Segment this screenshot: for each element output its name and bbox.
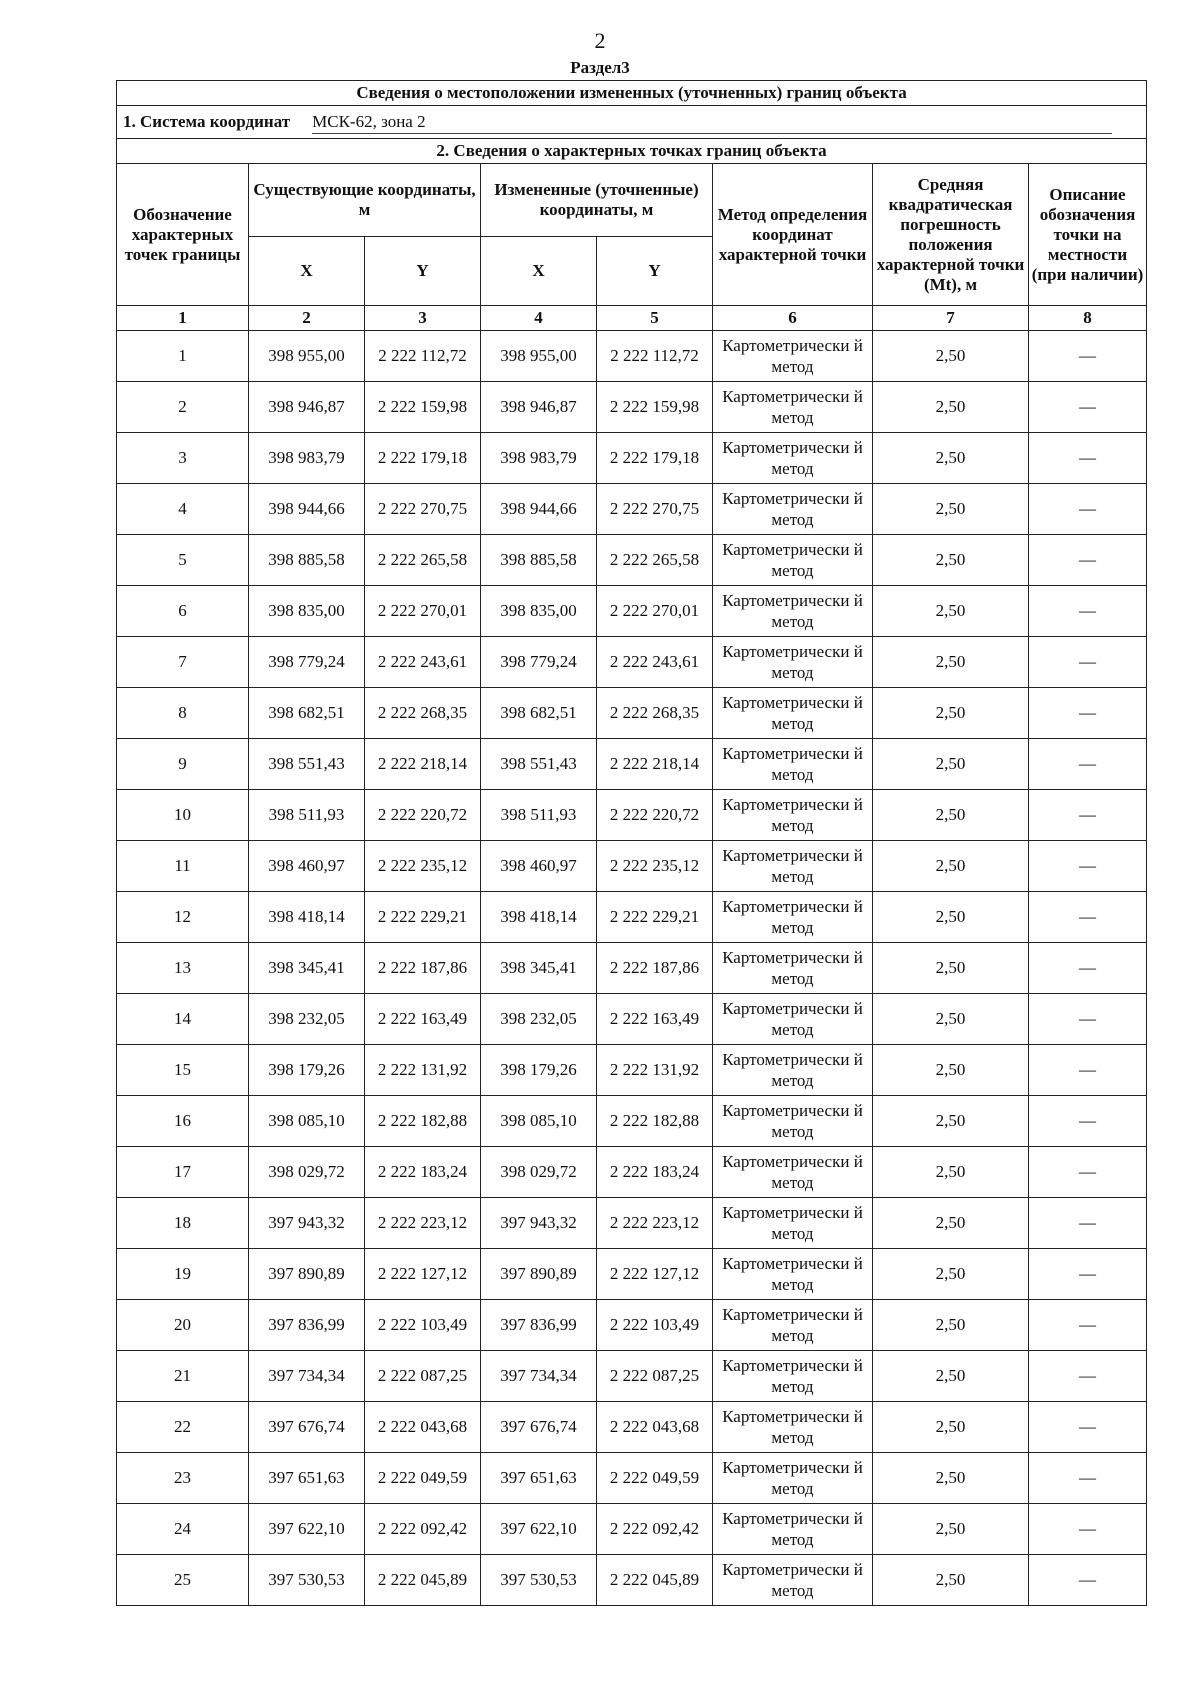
description-value: — <box>1029 994 1147 1045</box>
point-number: 21 <box>117 1351 249 1402</box>
existing-x-value: 397 676,74 <box>249 1402 365 1453</box>
column-number-row <box>117 306 1147 331</box>
method-value: Картометрически й метод <box>713 1402 873 1453</box>
existing-x-value: 397 651,63 <box>249 1453 365 1504</box>
changed-y-value: 2 222 229,21 <box>597 892 713 943</box>
table-row <box>117 1249 1147 1300</box>
description-value: — <box>1029 688 1147 739</box>
changed-y-value: 2 222 223,12 <box>597 1198 713 1249</box>
error-value: 2,50 <box>873 1555 1029 1606</box>
coord-system-row <box>117 106 1147 139</box>
existing-y-value: 2 222 179,18 <box>365 433 481 484</box>
changed-y-value: 2 222 087,25 <box>597 1351 713 1402</box>
existing-y-value: 2 222 043,68 <box>365 1402 481 1453</box>
description-value: — <box>1029 1096 1147 1147</box>
header-existing-x: X <box>249 237 365 306</box>
existing-x-value: 398 551,43 <box>249 739 365 790</box>
existing-y-value: 2 222 103,49 <box>365 1300 481 1351</box>
error-value: 2,50 <box>873 841 1029 892</box>
point-number: 12 <box>117 892 249 943</box>
changed-x-value: 398 232,05 <box>481 994 597 1045</box>
existing-x-value: 398 779,24 <box>249 637 365 688</box>
method-value: Картометрически й метод <box>713 586 873 637</box>
changed-y-value: 2 222 163,49 <box>597 994 713 1045</box>
changed-y-value: 2 222 268,35 <box>597 688 713 739</box>
changed-y-value: 2 222 270,75 <box>597 484 713 535</box>
error-value: 2,50 <box>873 739 1029 790</box>
table-row <box>117 382 1147 433</box>
header-row-1 <box>117 164 1147 237</box>
existing-x-value: 398 418,14 <box>249 892 365 943</box>
method-value: Картометрически й метод <box>713 1555 873 1606</box>
method-value: Картометрически й метод <box>713 331 873 382</box>
method-value: Картометрически й метод <box>713 841 873 892</box>
existing-y-value: 2 222 087,25 <box>365 1351 481 1402</box>
table-row <box>117 739 1147 790</box>
point-number: 22 <box>117 1402 249 1453</box>
header-designation: Обозначение характерных точек границы <box>117 164 249 306</box>
changed-x-value: 397 836,99 <box>481 1300 597 1351</box>
description-value: — <box>1029 1453 1147 1504</box>
changed-x-value: 397 890,89 <box>481 1249 597 1300</box>
changed-x-value: 398 460,97 <box>481 841 597 892</box>
existing-x-value: 398 511,93 <box>249 790 365 841</box>
point-number: 6 <box>117 586 249 637</box>
point-number: 9 <box>117 739 249 790</box>
error-value: 2,50 <box>873 943 1029 994</box>
changed-y-value: 2 222 159,98 <box>597 382 713 433</box>
column-number: 4 <box>481 306 597 331</box>
error-value: 2,50 <box>873 994 1029 1045</box>
existing-x-value: 397 530,53 <box>249 1555 365 1606</box>
changed-x-value: 398 511,93 <box>481 790 597 841</box>
description-value: — <box>1029 586 1147 637</box>
header-error: Средняя квадратическая погрешность положения характерной точки (Mt), м <box>873 164 1029 306</box>
error-value: 2,50 <box>873 331 1029 382</box>
coord-system-value: МСК-62, зона 2 <box>312 111 1112 134</box>
table-row <box>117 1453 1147 1504</box>
method-value: Картометрически й метод <box>713 790 873 841</box>
changed-y-value: 2 222 265,58 <box>597 535 713 586</box>
error-value: 2,50 <box>873 535 1029 586</box>
page-number: 2 <box>594 28 606 53</box>
error-value: 2,50 <box>873 1198 1029 1249</box>
point-number: 3 <box>117 433 249 484</box>
method-value: Картометрически й метод <box>713 1300 873 1351</box>
method-value: Картометрически й метод <box>713 535 873 586</box>
method-value: Картометрически й метод <box>713 1198 873 1249</box>
method-value: Картометрически й метод <box>713 382 873 433</box>
existing-y-value: 2 222 183,24 <box>365 1147 481 1198</box>
existing-x-value: 398 955,00 <box>249 331 365 382</box>
table-row <box>117 1045 1147 1096</box>
existing-x-value: 397 734,34 <box>249 1351 365 1402</box>
changed-y-value: 2 222 235,12 <box>597 841 713 892</box>
changed-x-value: 397 734,34 <box>481 1351 597 1402</box>
error-value: 2,50 <box>873 382 1029 433</box>
changed-x-value: 398 944,66 <box>481 484 597 535</box>
changed-x-value: 398 983,79 <box>481 433 597 484</box>
changed-x-value: 398 885,58 <box>481 535 597 586</box>
changed-x-value: 397 651,63 <box>481 1453 597 1504</box>
existing-x-value: 398 885,58 <box>249 535 365 586</box>
method-value: Картометрически й метод <box>713 433 873 484</box>
existing-x-value: 398 682,51 <box>249 688 365 739</box>
description-value: — <box>1029 1402 1147 1453</box>
error-value: 2,50 <box>873 1402 1029 1453</box>
existing-x-value: 398 946,87 <box>249 382 365 433</box>
changed-y-value: 2 222 187,86 <box>597 943 713 994</box>
boundary-points-table <box>116 80 1147 1606</box>
existing-y-value: 2 222 131,92 <box>365 1045 481 1096</box>
column-number: 6 <box>713 306 873 331</box>
table-row <box>117 1555 1147 1606</box>
table-caption-row <box>117 81 1147 106</box>
changed-y-value: 2 222 182,88 <box>597 1096 713 1147</box>
header-existing-coords: Существующие координаты, м <box>249 164 481 237</box>
existing-y-value: 2 222 243,61 <box>365 637 481 688</box>
description-value: — <box>1029 1300 1147 1351</box>
table-row <box>117 1096 1147 1147</box>
changed-y-value: 2 222 220,72 <box>597 790 713 841</box>
error-value: 2,50 <box>873 1147 1029 1198</box>
table-row <box>117 433 1147 484</box>
changed-x-value: 398 946,87 <box>481 382 597 433</box>
table-row <box>117 790 1147 841</box>
changed-x-value: 398 418,14 <box>481 892 597 943</box>
description-value: — <box>1029 637 1147 688</box>
error-value: 2,50 <box>873 637 1029 688</box>
table-row <box>117 1198 1147 1249</box>
existing-x-value: 398 460,97 <box>249 841 365 892</box>
error-value: 2,50 <box>873 790 1029 841</box>
description-value: — <box>1029 331 1147 382</box>
method-value: Картометрически й метод <box>713 688 873 739</box>
description-value: — <box>1029 535 1147 586</box>
changed-y-value: 2 222 103,49 <box>597 1300 713 1351</box>
existing-y-value: 2 222 187,86 <box>365 943 481 994</box>
changed-x-value: 398 551,43 <box>481 739 597 790</box>
table-row <box>117 586 1147 637</box>
point-number: 23 <box>117 1453 249 1504</box>
section-title: Раздел3 <box>570 58 630 77</box>
changed-y-value: 2 222 179,18 <box>597 433 713 484</box>
existing-y-value: 2 222 218,14 <box>365 739 481 790</box>
table-row <box>117 535 1147 586</box>
existing-x-value: 398 085,10 <box>249 1096 365 1147</box>
error-value: 2,50 <box>873 586 1029 637</box>
method-value: Картометрически й метод <box>713 1045 873 1096</box>
point-number: 11 <box>117 841 249 892</box>
point-number: 2 <box>117 382 249 433</box>
table-row <box>117 484 1147 535</box>
header-method: Метод определения координат характерной точки <box>713 164 873 306</box>
changed-x-value: 397 943,32 <box>481 1198 597 1249</box>
changed-x-value: 398 779,24 <box>481 637 597 688</box>
changed-y-value: 2 222 092,42 <box>597 1504 713 1555</box>
header-existing-y: Y <box>365 237 481 306</box>
existing-y-value: 2 222 268,35 <box>365 688 481 739</box>
method-value: Картометрически й метод <box>713 1504 873 1555</box>
existing-y-value: 2 222 112,72 <box>365 331 481 382</box>
error-value: 2,50 <box>873 1300 1029 1351</box>
point-number: 7 <box>117 637 249 688</box>
changed-y-value: 2 222 270,01 <box>597 586 713 637</box>
error-value: 2,50 <box>873 1249 1029 1300</box>
table-row <box>117 943 1147 994</box>
description-value: — <box>1029 892 1147 943</box>
header-changed-x: X <box>481 237 597 306</box>
existing-y-value: 2 222 163,49 <box>365 994 481 1045</box>
existing-y-value: 2 222 127,12 <box>365 1249 481 1300</box>
description-value: — <box>1029 790 1147 841</box>
changed-x-value: 397 676,74 <box>481 1402 597 1453</box>
error-value: 2,50 <box>873 1351 1029 1402</box>
changed-x-value: 398 682,51 <box>481 688 597 739</box>
changed-x-value: 397 530,53 <box>481 1555 597 1606</box>
existing-x-value: 398 179,26 <box>249 1045 365 1096</box>
existing-x-value: 398 345,41 <box>249 943 365 994</box>
changed-x-value: 398 085,10 <box>481 1096 597 1147</box>
existing-x-value: 398 232,05 <box>249 994 365 1045</box>
existing-y-value: 2 222 049,59 <box>365 1453 481 1504</box>
column-number: 2 <box>249 306 365 331</box>
existing-x-value: 397 836,99 <box>249 1300 365 1351</box>
table-row <box>117 841 1147 892</box>
existing-y-value: 2 222 265,58 <box>365 535 481 586</box>
changed-y-value: 2 222 045,89 <box>597 1555 713 1606</box>
existing-x-value: 398 029,72 <box>249 1147 365 1198</box>
column-number: 5 <box>597 306 713 331</box>
subsection-title: 2. Сведения о характерных точках границ объекта <box>117 139 1147 164</box>
header-changed-coords: Измененные (уточненные) координаты, м <box>481 164 713 237</box>
existing-y-value: 2 222 159,98 <box>365 382 481 433</box>
description-value: — <box>1029 1555 1147 1606</box>
description-value: — <box>1029 1351 1147 1402</box>
changed-y-value: 2 222 183,24 <box>597 1147 713 1198</box>
description-value: — <box>1029 739 1147 790</box>
description-value: — <box>1029 1045 1147 1096</box>
description-value: — <box>1029 1504 1147 1555</box>
method-value: Картометрически й метод <box>713 484 873 535</box>
existing-x-value: 397 622,10 <box>249 1504 365 1555</box>
existing-y-value: 2 222 045,89 <box>365 1555 481 1606</box>
point-number: 10 <box>117 790 249 841</box>
error-value: 2,50 <box>873 892 1029 943</box>
column-number: 3 <box>365 306 481 331</box>
existing-x-value: 398 835,00 <box>249 586 365 637</box>
point-number: 4 <box>117 484 249 535</box>
method-value: Картометрически й метод <box>713 943 873 994</box>
error-value: 2,50 <box>873 1045 1029 1096</box>
description-value: — <box>1029 841 1147 892</box>
changed-x-value: 398 955,00 <box>481 331 597 382</box>
point-number: 20 <box>117 1300 249 1351</box>
existing-x-value: 398 944,66 <box>249 484 365 535</box>
point-number: 16 <box>117 1096 249 1147</box>
description-value: — <box>1029 1198 1147 1249</box>
method-value: Картометрически й метод <box>713 892 873 943</box>
changed-y-value: 2 222 112,72 <box>597 331 713 382</box>
table-row <box>117 688 1147 739</box>
existing-y-value: 2 222 270,75 <box>365 484 481 535</box>
point-number: 5 <box>117 535 249 586</box>
method-value: Картометрически й метод <box>713 1147 873 1198</box>
description-value: — <box>1029 382 1147 433</box>
point-number: 8 <box>117 688 249 739</box>
point-number: 14 <box>117 994 249 1045</box>
point-number: 24 <box>117 1504 249 1555</box>
header-description: Описание обозначения точки на местности (при наличии) <box>1029 164 1147 306</box>
description-value: — <box>1029 484 1147 535</box>
changed-x-value: 398 835,00 <box>481 586 597 637</box>
existing-y-value: 2 222 220,72 <box>365 790 481 841</box>
error-value: 2,50 <box>873 688 1029 739</box>
method-value: Картометрически й метод <box>713 1249 873 1300</box>
table-row <box>117 1300 1147 1351</box>
existing-y-value: 2 222 182,88 <box>365 1096 481 1147</box>
point-number: 13 <box>117 943 249 994</box>
point-number: 25 <box>117 1555 249 1606</box>
table-row <box>117 1504 1147 1555</box>
changed-y-value: 2 222 049,59 <box>597 1453 713 1504</box>
table-row <box>117 331 1147 382</box>
changed-x-value: 397 622,10 <box>481 1504 597 1555</box>
subsection-row <box>117 139 1147 164</box>
method-value: Картометрически й метод <box>713 1096 873 1147</box>
existing-y-value: 2 222 092,42 <box>365 1504 481 1555</box>
error-value: 2,50 <box>873 1453 1029 1504</box>
existing-y-value: 2 222 223,12 <box>365 1198 481 1249</box>
error-value: 2,50 <box>873 484 1029 535</box>
method-value: Картометрически й метод <box>713 1351 873 1402</box>
changed-x-value: 398 179,26 <box>481 1045 597 1096</box>
table-row <box>117 1351 1147 1402</box>
point-number: 18 <box>117 1198 249 1249</box>
existing-y-value: 2 222 235,12 <box>365 841 481 892</box>
existing-x-value: 398 983,79 <box>249 433 365 484</box>
description-value: — <box>1029 943 1147 994</box>
column-number: 7 <box>873 306 1029 331</box>
error-value: 2,50 <box>873 433 1029 484</box>
column-number: 1 <box>117 306 249 331</box>
table-row <box>117 1402 1147 1453</box>
description-value: — <box>1029 1147 1147 1198</box>
description-value: — <box>1029 433 1147 484</box>
table-row <box>117 637 1147 688</box>
method-value: Картометрически й метод <box>713 1453 873 1504</box>
changed-y-value: 2 222 043,68 <box>597 1402 713 1453</box>
existing-y-value: 2 222 229,21 <box>365 892 481 943</box>
table-row <box>117 1147 1147 1198</box>
existing-x-value: 397 943,32 <box>249 1198 365 1249</box>
point-number: 15 <box>117 1045 249 1096</box>
point-number: 17 <box>117 1147 249 1198</box>
method-value: Картометрически й метод <box>713 994 873 1045</box>
coord-system-label: 1. Система координат <box>123 111 291 131</box>
point-number: 19 <box>117 1249 249 1300</box>
existing-x-value: 397 890,89 <box>249 1249 365 1300</box>
table-row <box>117 994 1147 1045</box>
header-changed-y: Y <box>597 237 713 306</box>
error-value: 2,50 <box>873 1096 1029 1147</box>
table-row <box>117 892 1147 943</box>
changed-x-value: 398 029,72 <box>481 1147 597 1198</box>
table-caption: Сведения о местоположении измененных (уточненных) границ объекта <box>117 81 1147 106</box>
changed-x-value: 398 345,41 <box>481 943 597 994</box>
error-value: 2,50 <box>873 1504 1029 1555</box>
point-number: 1 <box>117 331 249 382</box>
method-value: Картометрически й метод <box>713 637 873 688</box>
changed-y-value: 2 222 127,12 <box>597 1249 713 1300</box>
changed-y-value: 2 222 243,61 <box>597 637 713 688</box>
description-value: — <box>1029 1249 1147 1300</box>
changed-y-value: 2 222 131,92 <box>597 1045 713 1096</box>
existing-y-value: 2 222 270,01 <box>365 586 481 637</box>
column-number: 8 <box>1029 306 1147 331</box>
method-value: Картометрически й метод <box>713 739 873 790</box>
changed-y-value: 2 222 218,14 <box>597 739 713 790</box>
